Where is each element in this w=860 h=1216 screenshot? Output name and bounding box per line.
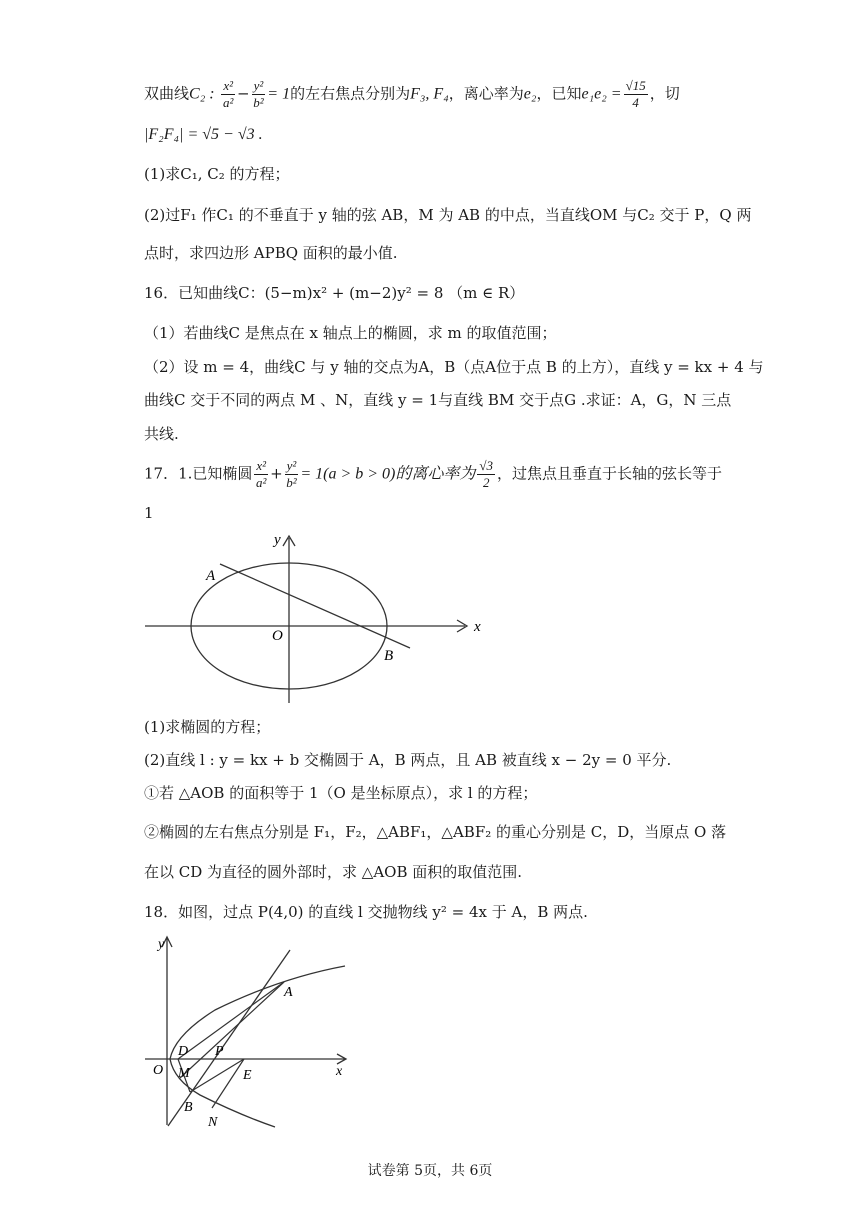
label-O: O bbox=[272, 628, 283, 644]
label-A: A bbox=[206, 568, 216, 584]
ellipse-figure bbox=[140, 528, 490, 708]
text-segment: ，切 bbox=[649, 84, 680, 103]
problem-17-title bbox=[144, 458, 722, 491]
subquestion-16-2-end: 共线. bbox=[144, 425, 179, 443]
math-c2: C₂ : bbox=[189, 85, 215, 103]
subquestion-15-1: (1)求C₁, C₂ 的方程； bbox=[144, 165, 290, 183]
subquestion-16-2: （2）设 m = 4，曲线C 与 y 轴的交点为A，B（点A位于点 B 的上方），直线 y = kx + 4 与 bbox=[144, 358, 764, 376]
fraction-y2-b2 bbox=[285, 458, 299, 491]
frac-den: a² bbox=[222, 95, 234, 110]
text-segment: ，已知 bbox=[536, 84, 582, 103]
math-e1e2: e₁e₂ = bbox=[581, 85, 622, 103]
subquestion-16-2-cont: 曲线C 交于不同的两点 M 、N，直线 y = 1与直线 BM 交于点G .求证：A，G，N 三点 bbox=[144, 391, 732, 409]
math-eq: = 1 bbox=[267, 85, 291, 103]
math-foci: F₃, F₄ bbox=[410, 85, 449, 103]
subquestion-17-2: (2)直线 l : y = kx + b 交椭圆于 A，B 两点，且 AB 被直线 x − 2y = 0 平分. bbox=[144, 751, 672, 769]
label-E: E bbox=[243, 1068, 252, 1083]
frac-den: b² bbox=[286, 475, 297, 490]
subquestion-16-1: （1）若曲线C 是焦点在 x 轴点上的椭圆，求 m 的取值范围； bbox=[144, 324, 557, 342]
frac-num: x² bbox=[256, 458, 267, 473]
label-B: B bbox=[184, 1100, 193, 1115]
subquestion-17-2-b-cont: 在以 CD 为直径的圆外部时，求 △AOB 面积的取值范围. bbox=[144, 863, 523, 881]
frac-num: √15 bbox=[625, 78, 646, 93]
text-segment: ，过焦点且垂直于长轴的弦长等于 bbox=[497, 464, 723, 483]
label-M: M bbox=[178, 1066, 190, 1081]
label-x: x bbox=[336, 1064, 343, 1079]
label-A: A bbox=[284, 985, 293, 1000]
frac-num: √3 bbox=[479, 458, 494, 473]
distance-condition: |F₂F₄| = √5 − √3 . bbox=[144, 126, 263, 143]
fraction-x2-a2 bbox=[254, 458, 268, 491]
math-ellipse-cond: = 1(a > b > 0)的离心率为 bbox=[300, 465, 476, 483]
label-B: B bbox=[384, 648, 394, 664]
label-y: y bbox=[274, 532, 281, 548]
frac-den: 4 bbox=[632, 95, 639, 110]
fraction-x2-a2 bbox=[221, 78, 235, 111]
problem-15-hyperbola-line bbox=[144, 78, 680, 111]
frac-den: a² bbox=[256, 475, 267, 490]
text-segment: ，离心率为 bbox=[448, 84, 524, 103]
line-NE bbox=[212, 1059, 244, 1108]
minus-sign: − bbox=[237, 84, 250, 103]
subquestion-15-2-cont: 点时，求四边形 APBQ 面积的最小值. bbox=[144, 244, 398, 262]
fraction-y2-b2 bbox=[252, 78, 266, 111]
frac-den: 2 bbox=[482, 475, 490, 490]
line-AD bbox=[178, 982, 284, 1059]
parabola-curve bbox=[170, 966, 345, 1127]
text-segment: 17．1.已知椭圆 bbox=[144, 464, 253, 483]
page-footer: 试卷第 5页，共 6页 bbox=[367, 1163, 493, 1179]
label-O: O bbox=[153, 1063, 164, 1078]
subquestion-17-1: (1)求椭圆的方程； bbox=[144, 718, 271, 736]
problem-18-title: 18．如图，过点 P(4,0) 的直线 l 交抛物线 y² = 4x 于 A，B 两点. bbox=[144, 903, 588, 921]
label-N: N bbox=[208, 1115, 218, 1130]
frac-num: x² bbox=[223, 78, 234, 93]
text-segment: 的左右焦点分别为 bbox=[290, 84, 411, 103]
line-AM bbox=[180, 982, 284, 1078]
text-segment: 双曲线 bbox=[144, 84, 190, 103]
plus-sign: + bbox=[270, 464, 283, 483]
fraction-sqrt3-2 bbox=[477, 458, 495, 491]
problem-17-title-cont: 1 bbox=[144, 504, 154, 522]
label-x: x bbox=[474, 619, 481, 635]
subquestion-17-2-b: ②椭圆的左右焦点分别是 F₁，F₂，△ABF₁，△ABF₂ 的重心分别是 C，D，当原点 O 落 bbox=[144, 823, 727, 841]
line-BE bbox=[190, 1059, 244, 1092]
fraction-sqrt15-4 bbox=[624, 78, 648, 111]
parabola-figure bbox=[140, 930, 360, 1130]
subquestion-15-2: (2)过F₁ 作C₁ 的不垂直于 y 轴的弦 AB，M 为 AB 的中点，当直线OM 与C₂ 交于 P，Q 两 bbox=[144, 206, 752, 224]
frac-den: b² bbox=[253, 95, 264, 110]
frac-num: y² bbox=[253, 78, 264, 93]
label-P: P bbox=[215, 1044, 224, 1059]
problem-16-title: 16．已知曲线C：(5−m)x² + (m−2)y² = 8 （m ∈ R） bbox=[144, 284, 525, 302]
label-y: y bbox=[158, 937, 165, 952]
subquestion-17-2-a: ①若 △AOB 的面积等于 1（O 是坐标原点），求 l 的方程； bbox=[144, 784, 538, 802]
math-e2: e₂ bbox=[523, 85, 537, 103]
frac-num: y² bbox=[286, 458, 297, 473]
label-D: D bbox=[178, 1044, 189, 1059]
